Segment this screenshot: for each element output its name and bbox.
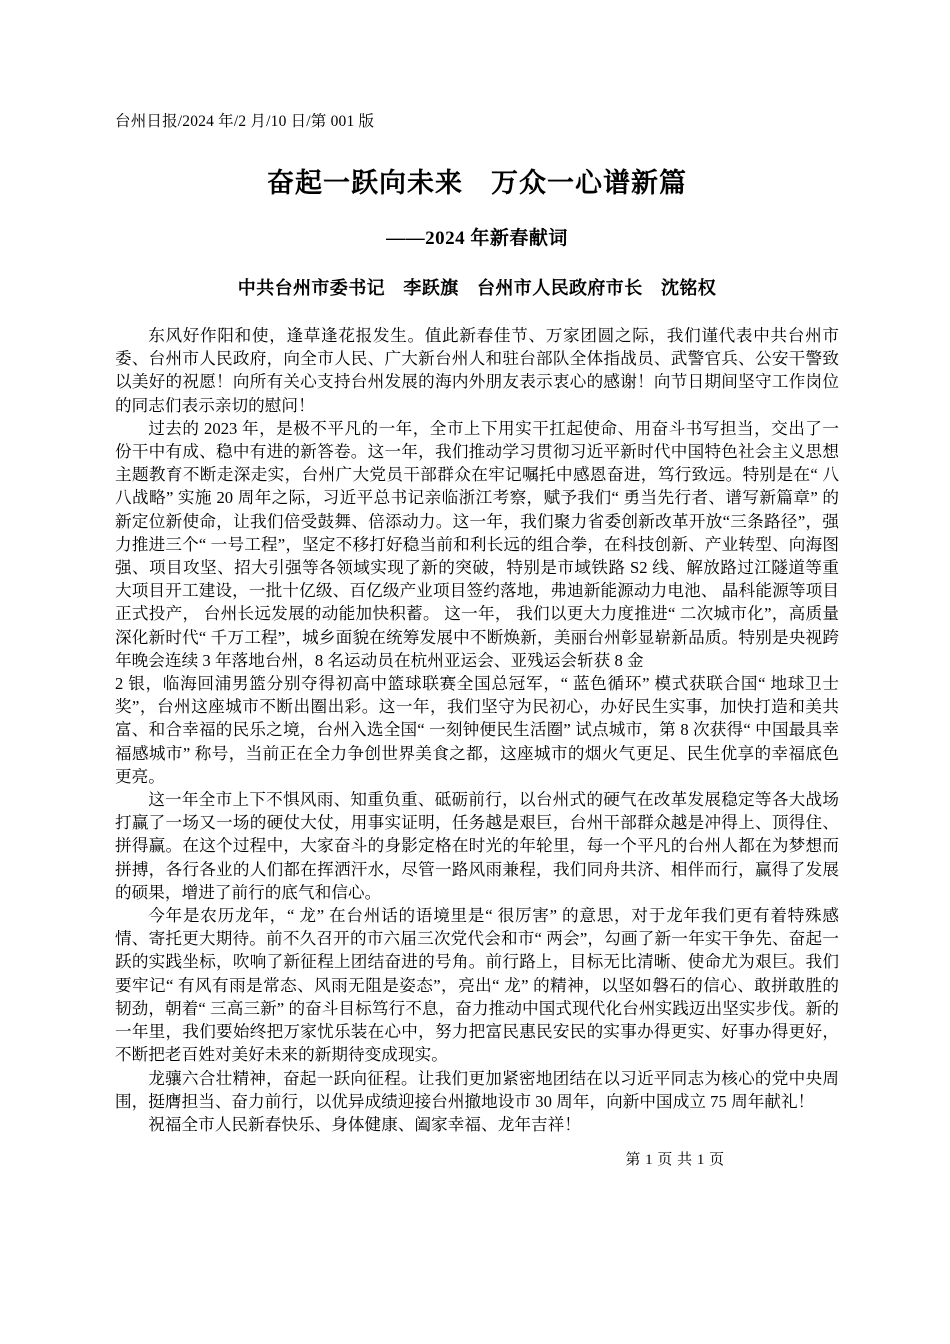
page-title: 奋起一跃向未来 万众一心谱新篇	[267, 168, 687, 198]
paragraph: 这一年全市上下不惧风雨、知重负重、砥砺前行，以台州式的硬气在改革发展稳定等各大战场打赢了一场又一场的硬仗大仗，用事实证明，任务越是艰巨，台州干部群众越是冲得上、顶得住、拼得赢。在这个过程中，大家奋斗的身影定格在时光的年轮里，每一个平凡的台州人都在为梦想而拼搏，各行各业的人们都在挥洒汗水，尽管一路风雨兼程，我们同舟共济、相伴而行，赢得了发展的硕果，增进了前行的底气和信心。	[115, 790, 839, 902]
page-subtitle: ——2024 年新春献词	[386, 228, 568, 249]
page-number: 第 1 页 共 1 页	[625, 1152, 725, 1168]
paragraph: 过去的 2023 年，是极不平凡的一年，全市上下用实干扛起使命、用奋斗书写担当，交出了一份干中有成、稳中有进的新答卷。这一年，我们推动学习贯彻习近平新时代中国特色社会主义思想主题教育不断走深走实，台州广大党员干部群众在牢记嘱托中感恩奋进，笃行致远。特别是在“ 八八战略” 实施 20 周年之际，习近平总书记亲临浙江考察，赋予我们“ 勇当先行者、谱写新篇章” 的新定位新使命，让我们倍受鼓舞、倍添动力。这一年，我们聚力省委创新改革开放“三条路径”，强力推进三个“ 一号工程”，坚定不移打好稳当前和利长远的组合拳，在科技创新、产业转型、向海图强、项目攻坚、招大引强等各领域实现了新的突破，特别是市域铁路 S2 线、解放路过江隧道等重大项目开工建设，一批十亿级、百亿级产业项目签约落地，弗迪新能源动力电池、 晶科能源等项目正式投产， 台州长远发展的动能加快积蓄。 这一年， 我们以更大力度推进“ 二次城市化”，高质量深化新时代“ 千万工程”，城乡面貌在统筹发展中不断焕新，美丽台州彰显崭新品质。特别是央视跨年晚会连续 3 年落地台州，8 名运动员在杭州亚运会、亚残运会斩获 8 金	[115, 418, 839, 670]
article-body	[115, 324, 839, 1136]
page-footer	[0, 1150, 950, 1170]
paragraph: 2 银，临海回浦男篮分别夺得初高中篮球联赛全国总冠军，“ 蓝色循环” 模式获联合国“ 地球卫士奖”，台州这座城市不断出圈出彩。这一年，我们坚守为民初心，办好民生实事，加快打造和美共富、和合幸福的民乐之境，台州入选全国“ 一刻钟便民生活圈” 试点城市，第 8 次获得“ 中国最具幸福感城市” 称号，当前正在全力争创世界美食之都，这座城市的烟火气更足、民生优享的幸福底色更亮。	[115, 674, 839, 786]
paragraph: 祝福全市人民新春快乐、身体健康、阖家幸福、龙年吉祥！	[148, 1114, 581, 1134]
document-content	[115, 0, 839, 1136]
masthead-source-line: 台州日报/2024 年/2 月/10 日/第 001 版	[115, 113, 375, 130]
byline: 中共台州市委书记 李跃旗 台州市人民政府市长 沈铭权	[237, 278, 717, 298]
paragraph: 东风好作阳和使，逢草逢花报发生。值此新春佳节、万家团圆之际，我们谨代表中共台州市委、台州市人民政府，向全市人民、广大新台州人和驻台部队全体指战员、武警官兵、公安干警致以美好的祝愿！向所有关心支持台州发展的海内外朋友表示衷心的感谢！向节日期间坚守工作岗位的同志们表示亲切的慰问！	[115, 326, 839, 415]
paragraph: 今年是农历龙年，“ 龙” 在台州话的语境里是“ 很厉害” 的意思，对于龙年我们更有着特殊感情、寄托更大期待。前不久召开的市六届三次党代会和市“ 两会”，勾画了新一年实干争先、奋起一跃的实践坐标，吹响了新征程上团结奋进的号角。前行路上，目标无比清晰、使命尤为艰巨。我们要牢记“ 有风有雨是常态、风雨无阻是姿态”，亮出“ 龙” 的精神，以坚如磐石的信心、敢拼敢胜的韧劲，朝着“ 三高三新” 的奋斗目标笃行不息，奋力推动中国式现代化台州实践迈出坚实步伐。新的一年里，我们要始终把万家忧乐装在心中，努力把富民惠民安民的实事办得更实、好事办得更好，不断把老百姓对美好未来的新期待变成现实。	[115, 906, 839, 1065]
paragraph: 龙骧六合壮精神，奋起一跃向征程。让我们更加紧密地团结在以习近平同志为核心的党中央周围，挺膺担当、奋力前行，以优异成绩迎接台州撤地设市 30 周年，向新中国成立 75 周年献礼！	[115, 1068, 839, 1111]
